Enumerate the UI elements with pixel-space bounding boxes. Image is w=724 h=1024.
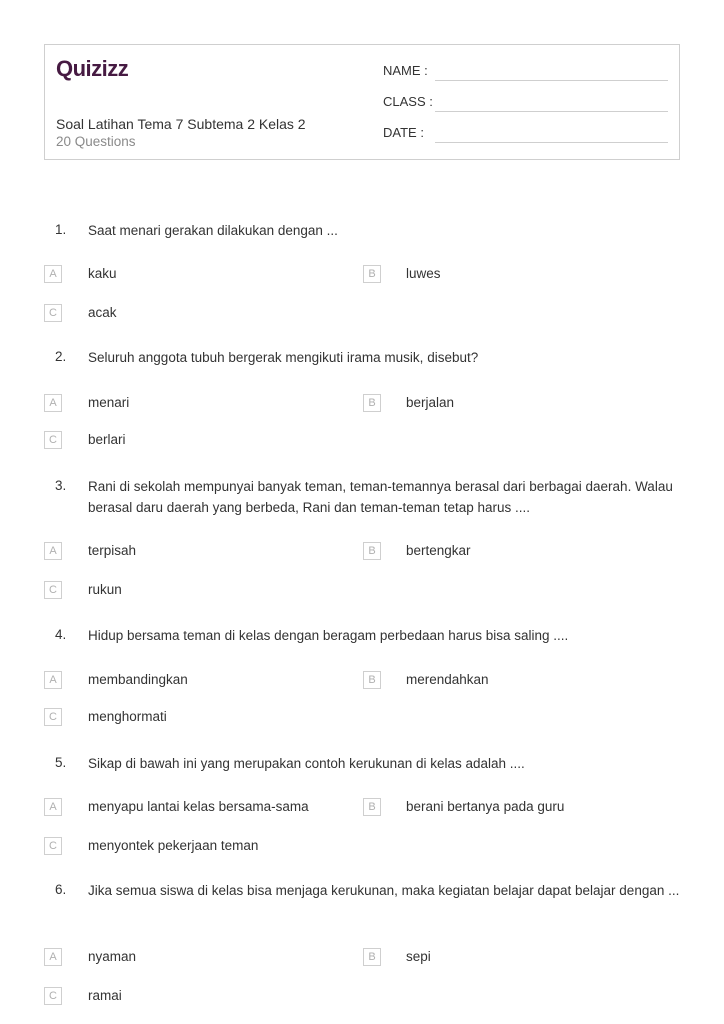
option-a-text: menyapu lantai kelas bersama-sama [88,799,309,814]
option-c-box[interactable]: C [44,708,62,726]
question-number: 5. [55,755,67,770]
option-b-text: merendahkan [406,672,489,687]
option-b-box[interactable]: B [363,671,381,689]
option-a-text: membandingkan [88,672,188,687]
question-text: Seluruh anggota tubuh bergerak mengikuti irama musik, disebut? [88,350,479,365]
name-line [435,80,668,81]
option-c-box[interactable]: C [44,431,62,449]
option-b-text: berjalan [406,395,455,410]
date-line [435,142,668,143]
date-label: DATE : [383,125,424,140]
option-b-box[interactable]: B [363,394,381,412]
question-number: 2. [55,349,67,364]
question-text: Hidup bersama teman di kelas dengan beragam perbedaan harus bisa saling .... [88,628,569,643]
option-a-box[interactable]: A [44,798,62,816]
option-a-box[interactable]: A [44,265,62,283]
question-number: 3. [55,478,67,493]
option-c-box[interactable]: C [44,581,62,599]
option-a-text: menari [88,395,130,410]
option-b-box[interactable]: B [363,798,381,816]
question-text: Rani di sekolah mempunyai banyak teman, teman-temannya berasal dari berbagai daerah. Walau berasal daru daerah yang berbeda, Rani dan teman-teman tetap harus .... [88,479,673,515]
option-a-box[interactable]: A [44,948,62,966]
option-a-box[interactable]: A [44,394,62,412]
option-c-text: berlari [88,432,126,447]
quizizz-logo: Quizizz [56,56,129,81]
option-a-box[interactable]: A [44,671,62,689]
option-c-box[interactable]: C [44,987,62,1005]
option-b-text: luwes [406,266,441,281]
quiz-title: Soal Latihan Tema 7 Subtema 2 Kelas 2 [56,116,306,132]
option-a-text: terpisah [88,543,137,558]
option-b-text: berani bertanya pada guru [406,799,565,814]
option-b-box[interactable]: B [363,265,381,283]
option-c-text: menghormati [88,709,167,724]
name-label: NAME : [383,63,428,78]
option-c-text: menyontek pekerjaan teman [88,838,259,853]
option-b-text: sepi [406,949,431,964]
class-label: CLASS : [383,94,433,109]
option-b-box[interactable]: B [363,542,381,560]
class-line [435,111,668,112]
question-number: 6. [55,882,67,897]
question-text: Sikap di bawah ini yang merupakan contoh kerukunan di kelas adalah .... [88,756,525,771]
question-text: Jika semua siswa di kelas bisa menjaga kerukunan, maka kegiatan belajar dapat belajar dengan ... [88,883,680,898]
question-number: 1. [55,222,67,237]
option-a-text: kaku [88,266,117,281]
question-number: 4. [55,627,67,642]
option-a-text: nyaman [88,949,137,964]
option-b-box[interactable]: B [363,948,381,966]
option-c-box[interactable]: C [44,304,62,322]
option-c-text: acak [88,305,117,320]
option-c-text: rukun [88,582,122,597]
option-a-box[interactable]: A [44,542,62,560]
option-c-text: ramai [88,988,122,1003]
option-c-box[interactable]: C [44,837,62,855]
question-count: 20 Questions [56,134,136,149]
option-b-text: bertengkar [406,543,471,558]
question-text: Saat menari gerakan dilakukan dengan ... [88,223,338,238]
